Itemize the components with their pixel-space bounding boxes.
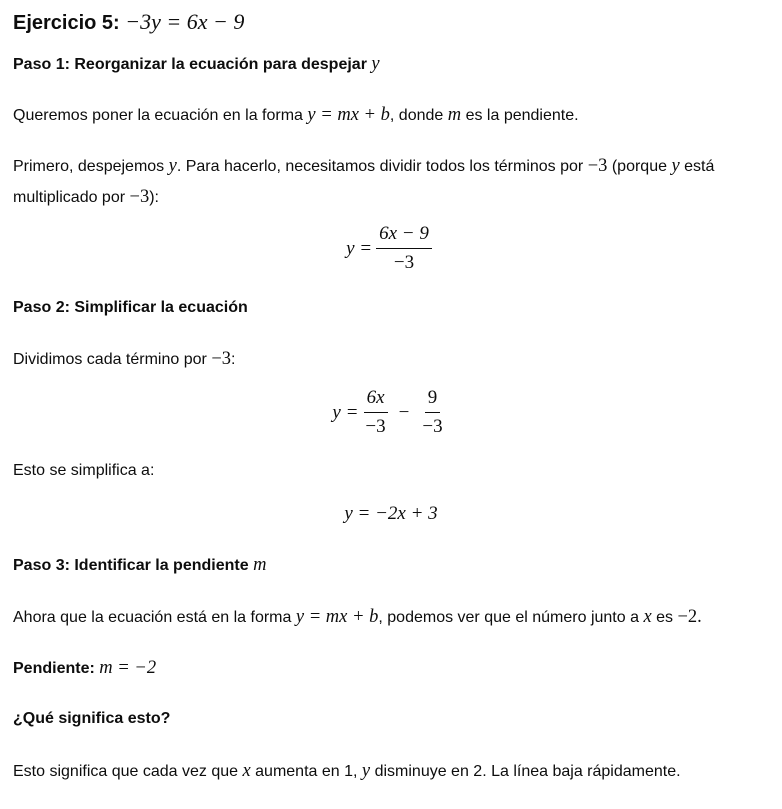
fraction-2: [419, 386, 445, 439]
inline-math: −3: [129, 187, 150, 207]
numerator: 6x: [364, 386, 388, 413]
text: está: [684, 158, 715, 175]
numerator: 6x − 9: [376, 222, 432, 249]
step1-paragraph-2-line1: [13, 154, 714, 179]
text: Esto significa que cada vez que: [13, 763, 239, 780]
step1-heading: [13, 52, 380, 77]
exercise-title: [13, 8, 244, 37]
minus-operator: −: [398, 401, 410, 423]
text: es la pendiente.: [465, 107, 579, 124]
inline-math: y = mx + b: [307, 105, 390, 125]
text: Queremos poner la ecuación en la forma: [13, 107, 303, 124]
step2-heading-text: Paso 2: Simplificar la ecuación: [13, 299, 248, 316]
text: multiplicado por: [13, 189, 126, 206]
step3-paragraph-1: [13, 605, 702, 630]
fraction: [376, 222, 432, 275]
result-equation: y = −2x + 3: [344, 503, 438, 524]
text: aumenta en 1,: [255, 763, 358, 780]
exercise-label: Ejercicio 5:: [13, 12, 120, 34]
step3-heading: [13, 553, 266, 578]
lhs: y =: [346, 237, 373, 259]
step2-paragraph-2: [13, 459, 154, 483]
inline-math: y = mx + b: [295, 607, 379, 627]
exercise-equation: −3y = 6x − 9: [125, 9, 245, 34]
text: Primero, despejemos: [13, 158, 165, 175]
step2-heading: [13, 296, 248, 320]
fraction-1: [362, 386, 388, 439]
inline-math: m: [447, 105, 462, 125]
inline-math: y: [168, 156, 177, 176]
step2-paragraph-1: [13, 347, 235, 372]
text: Dividimos cada término por: [13, 351, 207, 368]
meaning-paragraph: [13, 759, 681, 784]
step1-heading-text: Paso 1: Reorganizar la ecuación para despejar: [13, 56, 367, 73]
inline-math: x: [242, 761, 251, 781]
denominator: −3: [393, 252, 415, 273]
text: :: [231, 351, 236, 368]
meaning-heading-text: ¿Qué significa esto?: [13, 710, 171, 727]
step1-paragraph-2-line2: [13, 185, 159, 210]
text: ):: [149, 189, 159, 206]
meaning-heading: [13, 707, 170, 731]
display-equation-3: [0, 503, 782, 525]
inline-math: x: [643, 607, 652, 627]
slope-value: m = −2: [99, 658, 157, 678]
step3-heading-var: m: [253, 555, 267, 575]
inline-math: −3: [587, 156, 608, 176]
display-equation-1: [0, 222, 782, 275]
inline-math: −3: [211, 349, 231, 369]
step3-heading-text: Paso 3: Identificar la pendiente: [13, 557, 249, 574]
numerator: 9: [425, 386, 441, 413]
inline-math: y: [671, 156, 680, 176]
text: es: [656, 609, 674, 626]
text: (porque: [611, 158, 667, 175]
text: , donde: [389, 107, 444, 124]
text: . Para hacerlo, necesitamos dividir todos los términos por: [176, 158, 584, 175]
text: , podemos ver que el número junto a: [378, 609, 639, 626]
slope-label: Pendiente:: [13, 660, 95, 677]
inline-math: y: [361, 761, 371, 781]
text: Ahora que la ecuación está en la forma: [13, 609, 292, 626]
slope-result: [13, 656, 156, 681]
step1-paragraph-1: [13, 103, 579, 128]
denominator: −3: [365, 416, 386, 437]
step1-heading-var: y: [371, 54, 380, 74]
lhs: y =: [332, 401, 359, 423]
inline-math: −2.: [677, 607, 702, 627]
denominator: −3: [422, 416, 443, 437]
text: Esto se simplifica a:: [13, 462, 155, 479]
display-equation-2: [0, 386, 782, 439]
text: disminuye en 2. La línea baja rápidamente.: [374, 763, 681, 780]
